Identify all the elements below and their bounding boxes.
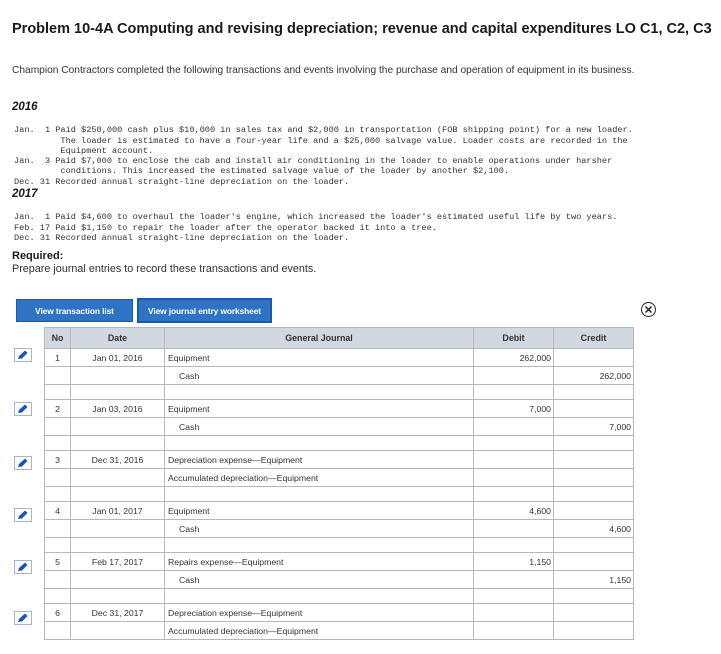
journal-header-row: [45, 328, 634, 349]
pencil-icon: [17, 510, 29, 520]
empty-cell: [45, 487, 71, 502]
table-row: [45, 571, 634, 589]
empty-cell: [45, 589, 71, 604]
transaction-line: Jan. 1 Paid $4,600 to overhaul the loader's engine, which increased the loader's estimated useful life by two years.: [14, 212, 618, 223]
pencil-icon: [17, 613, 29, 623]
col-header-no: No: [45, 328, 71, 349]
empty-cell[interactable]: [474, 385, 554, 400]
empty-cell[interactable]: [554, 436, 634, 451]
table-row: [45, 436, 634, 451]
edit-entry-6-button[interactable]: [14, 611, 32, 625]
empty-cell: [45, 622, 71, 640]
debit-account[interactable]: Depreciation expense—Equipment: [165, 604, 474, 622]
credit-account[interactable]: Cash: [165, 571, 474, 589]
col-header-general-journal: General Journal: [165, 328, 474, 349]
credit-account[interactable]: Accumulated depreciation—Equipment: [165, 469, 474, 487]
debit-amount[interactable]: [474, 367, 554, 385]
empty-cell: [45, 418, 71, 436]
debit-account[interactable]: Equipment: [165, 349, 474, 367]
table-row: [45, 451, 634, 469]
required-label: Required:: [12, 250, 64, 262]
col-header-debit: Debit: [474, 328, 554, 349]
year-heading-2016: 2016: [12, 101, 38, 113]
credit-amount[interactable]: [554, 502, 634, 520]
table-row: [45, 538, 634, 553]
table-row: [45, 553, 634, 571]
empty-cell: [71, 385, 165, 400]
entry-date: Jan 01, 2016: [71, 349, 165, 367]
problem-intro: Champion Contractors completed the following transactions and events involving the purchase and operation of equipment in its business.: [12, 65, 635, 76]
transactions-2016: [14, 115, 633, 197]
credit-amount[interactable]: 1,150: [554, 571, 634, 589]
empty-cell[interactable]: [165, 589, 474, 604]
empty-cell[interactable]: [554, 538, 634, 553]
entry-no: 3: [45, 451, 71, 469]
empty-cell: [71, 469, 165, 487]
table-row: [45, 418, 634, 436]
debit-amount[interactable]: [474, 604, 554, 622]
entry-no: 5: [45, 553, 71, 571]
table-row: [45, 400, 634, 418]
credit-amount[interactable]: [554, 349, 634, 367]
edit-entry-1-button[interactable]: [14, 348, 32, 362]
credit-amount[interactable]: 262,000: [554, 367, 634, 385]
empty-cell: [71, 571, 165, 589]
debit-amount[interactable]: 4,600: [474, 502, 554, 520]
year-heading-2017: 2017: [12, 188, 38, 200]
empty-cell: [71, 538, 165, 553]
debit-amount[interactable]: [474, 451, 554, 469]
view-journal-entry-worksheet-button[interactable]: View journal entry worksheet: [138, 299, 271, 322]
credit-account[interactable]: Accumulated depreciation—Equipment: [165, 622, 474, 640]
empty-cell[interactable]: [165, 487, 474, 502]
empty-cell[interactable]: [474, 487, 554, 502]
credit-account[interactable]: Cash: [165, 418, 474, 436]
transaction-line: Equipment account.: [14, 145, 154, 156]
empty-cell[interactable]: [474, 538, 554, 553]
entry-no: 1: [45, 349, 71, 367]
empty-cell: [71, 418, 165, 436]
debit-amount[interactable]: [474, 571, 554, 589]
empty-cell: [71, 487, 165, 502]
view-transaction-list-button[interactable]: View transaction list: [16, 299, 133, 322]
close-icon: [644, 305, 653, 314]
credit-amount[interactable]: [554, 553, 634, 571]
empty-cell: [45, 436, 71, 451]
empty-cell[interactable]: [165, 538, 474, 553]
transaction-line: Jan. 1 Paid $250,000 cash plus $10,000 in sales tax and $2,000 in transportation (FOB shipping point) for a new loader.: [14, 125, 633, 136]
empty-cell: [71, 622, 165, 640]
entry-date: Jan 01, 2017: [71, 502, 165, 520]
entry-date: Feb 17, 2017: [71, 553, 165, 571]
debit-amount[interactable]: 1,150: [474, 553, 554, 571]
pencil-icon: [17, 350, 29, 360]
table-row: [45, 367, 634, 385]
empty-cell[interactable]: [554, 589, 634, 604]
debit-account[interactable]: Equipment: [165, 400, 474, 418]
debit-amount[interactable]: [474, 469, 554, 487]
table-row: [45, 622, 634, 640]
empty-cell: [45, 571, 71, 589]
edit-entry-2-button[interactable]: [14, 402, 32, 416]
table-row: [45, 349, 634, 367]
edit-entry-4-button[interactable]: [14, 508, 32, 522]
debit-amount[interactable]: [474, 622, 554, 640]
col-header-date: Date: [71, 328, 165, 349]
entry-no: 6: [45, 604, 71, 622]
transaction-line: Dec. 31 Recorded annual straight-line depreciation on the loader.: [14, 232, 350, 243]
general-journal-table: [44, 327, 634, 640]
credit-amount[interactable]: [554, 451, 634, 469]
debit-account[interactable]: Depreciation expense—Equipment: [165, 451, 474, 469]
credit-amount[interactable]: [554, 469, 634, 487]
empty-cell: [45, 385, 71, 400]
empty-cell[interactable]: [554, 487, 634, 502]
transaction-line: Dec. 31 Recorded annual straight-line depreciation on the loader.: [14, 176, 350, 187]
entry-no: 4: [45, 502, 71, 520]
pencil-icon: [17, 458, 29, 468]
credit-account[interactable]: Cash: [165, 520, 474, 538]
empty-cell[interactable]: [474, 589, 554, 604]
entry-no: 2: [45, 400, 71, 418]
table-row: [45, 487, 634, 502]
transaction-line: Feb. 17 Paid $1,150 to repair the loader after the operator backed it into a tree.: [14, 222, 437, 233]
required-text: Prepare journal entries to record these transactions and events.: [12, 263, 317, 275]
empty-cell: [71, 367, 165, 385]
credit-amount[interactable]: [554, 604, 634, 622]
empty-cell: [45, 538, 71, 553]
pencil-icon: [17, 562, 29, 572]
close-button[interactable]: [641, 302, 656, 317]
table-row: [45, 604, 634, 622]
table-row: [45, 502, 634, 520]
empty-cell: [45, 520, 71, 538]
debit-amount[interactable]: [474, 418, 554, 436]
debit-account[interactable]: Repairs expense—Equipment: [165, 553, 474, 571]
entry-date: Jan 03, 2016: [71, 400, 165, 418]
edit-entry-5-button[interactable]: [14, 560, 32, 574]
problem-title: Problem 10-4A Computing and revising depreciation; revenue and capital expenditures LO C1, C2, C3: [12, 21, 712, 37]
table-row: [45, 385, 634, 400]
debit-amount[interactable]: 7,000: [474, 400, 554, 418]
credit-amount[interactable]: 7,000: [554, 418, 634, 436]
transaction-line: The loader is estimated to have a four-year life and a $25,000 salvage value. Loader costs are recorded in the: [14, 135, 628, 146]
transactions-2017: [14, 202, 617, 253]
debit-amount[interactable]: 262,000: [474, 349, 554, 367]
transaction-line: Jan. 3 Paid $7,000 to enclose the cab and install air conditioning in the loader to enable operations under harsher: [14, 156, 613, 167]
table-row: [45, 469, 634, 487]
debit-account[interactable]: Equipment: [165, 502, 474, 520]
empty-cell[interactable]: [165, 436, 474, 451]
credit-account[interactable]: Cash: [165, 367, 474, 385]
entry-date: Dec 31, 2017: [71, 604, 165, 622]
credit-amount[interactable]: [554, 622, 634, 640]
table-row: [45, 589, 634, 604]
credit-amount[interactable]: [554, 400, 634, 418]
empty-cell: [71, 589, 165, 604]
empty-cell: [71, 520, 165, 538]
empty-cell[interactable]: [554, 385, 634, 400]
debit-amount[interactable]: [474, 520, 554, 538]
transaction-line: conditions. This increased the estimated salvage value of the loader by another $2,100.: [14, 166, 510, 177]
pencil-icon: [17, 404, 29, 414]
edit-entry-3-button[interactable]: [14, 456, 32, 470]
empty-cell[interactable]: [165, 385, 474, 400]
credit-amount[interactable]: 4,600: [554, 520, 634, 538]
table-row: [45, 520, 634, 538]
entry-date: Dec 31, 2016: [71, 451, 165, 469]
empty-cell: [45, 469, 71, 487]
col-header-credit: Credit: [554, 328, 634, 349]
empty-cell: [45, 367, 71, 385]
empty-cell: [71, 436, 165, 451]
empty-cell[interactable]: [474, 436, 554, 451]
